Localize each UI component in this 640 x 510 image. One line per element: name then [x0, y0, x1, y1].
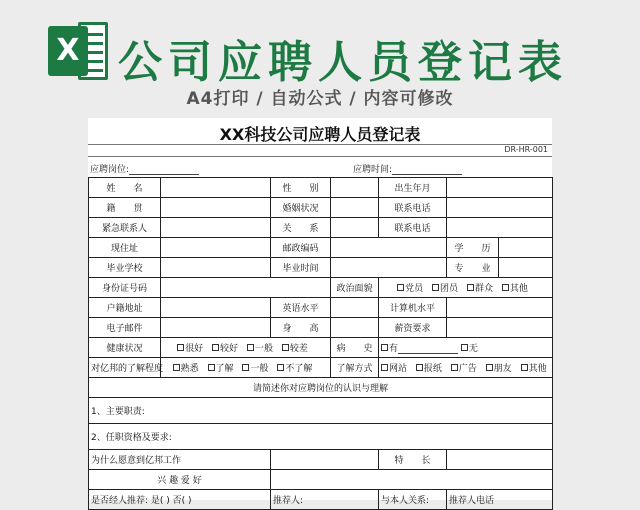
gender-label: 性 别 [271, 178, 331, 198]
table-row [89, 298, 553, 318]
know-opt-4[interactable]: 不了解 [277, 364, 312, 374]
way-opt-1[interactable]: 网站 [381, 364, 407, 374]
qualify-field[interactable]: 2、任职资格及要求: [89, 424, 553, 450]
checkbox-icon [212, 344, 219, 351]
way-opt-3[interactable]: 广告 [451, 364, 477, 374]
hobby-input[interactable] [271, 470, 553, 490]
table-row [89, 218, 553, 238]
salary-label: 薪资要求 [379, 318, 447, 338]
checkbox-icon [282, 344, 289, 351]
emergency-input[interactable] [161, 218, 271, 238]
table-row [89, 278, 553, 298]
health-opt-4[interactable]: 较差 [282, 344, 308, 354]
way-options [379, 358, 553, 378]
height-label: 身 高 [271, 318, 331, 338]
know-options [161, 358, 331, 378]
name-label: 姓 名 [89, 178, 161, 198]
checkbox-icon [397, 284, 404, 291]
checkbox-icon [502, 284, 509, 291]
postcode-input[interactable] [331, 238, 447, 258]
referral-field[interactable]: 是否经人推荐: 是( ) 否( ) [89, 490, 271, 510]
specialty-input[interactable] [447, 450, 553, 470]
health-opt-1[interactable]: 很好 [177, 344, 203, 354]
school-label: 毕业学校 [89, 258, 161, 278]
hobby-label: 兴 趣 爱 好 [89, 470, 271, 490]
checkbox-icon [173, 364, 180, 371]
know-opt-3[interactable]: 一般 [242, 364, 268, 374]
checkbox-icon [247, 344, 254, 351]
know-label: 对亿邦的了解程度 [89, 358, 161, 378]
birth-label: 出生年月 [379, 178, 447, 198]
health-opt-3[interactable]: 一般 [247, 344, 273, 354]
checkbox-icon [486, 364, 493, 371]
know-opt-1[interactable]: 熟悉 [173, 364, 199, 374]
know-opt-2[interactable]: 了解 [208, 364, 234, 374]
salary-input[interactable] [447, 318, 553, 338]
checkbox-icon [451, 364, 458, 371]
phone-label: 联系电话 [379, 198, 447, 218]
education-label: 学 历 [447, 238, 499, 258]
divider [88, 144, 552, 145]
school-input[interactable] [161, 258, 271, 278]
table-row [89, 450, 553, 470]
political-opt-party[interactable]: 党员 [397, 284, 423, 294]
form-code: DR-HR-001 [504, 145, 548, 154]
banner-title: 公司应聘人员登记表 [118, 37, 568, 88]
postcode-label: 邮政编码 [271, 238, 331, 258]
gender-input[interactable] [331, 178, 379, 198]
email-input[interactable] [161, 318, 271, 338]
form-title: XX科技公司应聘人员登记表 [219, 125, 421, 144]
birth-input[interactable] [447, 178, 553, 198]
phone2-input[interactable] [447, 218, 553, 238]
checkbox-icon [381, 364, 388, 371]
computer-input[interactable] [447, 298, 553, 318]
way-opt-2[interactable]: 报纸 [416, 364, 442, 374]
form-paper [88, 118, 552, 506]
political-opt-other[interactable]: 其他 [502, 284, 528, 294]
logo-letter: X [48, 26, 88, 76]
health-opt-2[interactable]: 较好 [212, 344, 238, 354]
relation-label: 关 系 [271, 218, 331, 238]
relation-input[interactable] [331, 218, 379, 238]
checkbox-icon [381, 344, 388, 351]
major-label: 专 业 [447, 258, 499, 278]
table-row [89, 424, 553, 450]
table-row [89, 358, 553, 378]
address-label: 现住址 [89, 238, 161, 258]
hukou-input[interactable] [161, 298, 271, 318]
email-label: 电子邮件 [89, 318, 161, 338]
address-input[interactable] [161, 238, 271, 258]
way-opt-5[interactable]: 其他 [521, 364, 547, 374]
education-input[interactable] [499, 238, 553, 258]
marital-label: 婚姻状况 [271, 198, 331, 218]
name-input[interactable] [161, 178, 271, 198]
major-input[interactable] [499, 258, 553, 278]
phone-input[interactable] [447, 198, 553, 218]
checkbox-icon [467, 284, 474, 291]
illness-opt-no[interactable]: 无 [461, 344, 478, 354]
table-row [89, 318, 553, 338]
banner-subtitle: A4打印 / 自动公式 / 内容可修改 [186, 89, 454, 109]
table-row [89, 470, 553, 490]
political-options [379, 278, 553, 298]
referrer-phone-field[interactable]: 推荐人电话 [447, 490, 553, 510]
registration-table [88, 177, 553, 510]
table-row [89, 198, 553, 218]
table-row [89, 398, 553, 424]
id-input[interactable] [161, 278, 331, 298]
table-row [89, 238, 553, 258]
checkbox-icon [242, 364, 249, 371]
specialty-label: 特 长 [379, 450, 447, 470]
illness-opt-yes[interactable]: 有 [381, 344, 398, 354]
illness-options [379, 338, 553, 358]
political-opt-masses[interactable]: 群众 [467, 284, 493, 294]
computer-label: 计算机水平 [379, 298, 447, 318]
checkbox-icon [416, 364, 423, 371]
section-heading: 请简述你对应聘岗位的认识与理解 [89, 378, 553, 398]
checkbox-icon [461, 344, 468, 351]
political-label: 政治面貌 [331, 278, 379, 298]
referrer-field[interactable]: 推荐人: [271, 490, 379, 510]
checkbox-icon [208, 364, 215, 371]
id-label: 身份证号码 [89, 278, 161, 298]
why-label: 为什么愿意到亿邦工作 [89, 450, 271, 470]
grad-time-label: 毕业时间 [271, 258, 331, 278]
health-label: 健康状况 [89, 338, 161, 358]
health-options [161, 338, 331, 358]
position-field[interactable] [90, 162, 199, 175]
table-row [89, 258, 553, 278]
table-row [89, 178, 553, 198]
divider [88, 156, 552, 157]
know-way-label: 了解方式 [331, 358, 379, 378]
way-opt-4[interactable]: 朋友 [486, 364, 512, 374]
table-row [89, 378, 553, 398]
time-label: 应聘时间: [353, 165, 393, 175]
referrer-relation-field[interactable]: 与本人关系: [379, 490, 447, 510]
native-input[interactable] [161, 198, 271, 218]
checkbox-icon [177, 344, 184, 351]
height-input[interactable] [331, 318, 379, 338]
duty-field[interactable]: 1、主要职责: [89, 398, 553, 424]
checkbox-icon [277, 364, 284, 371]
marital-input[interactable] [331, 198, 379, 218]
checkbox-icon [432, 284, 439, 291]
english-input[interactable] [331, 298, 379, 318]
emergency-label: 紧急联系人 [89, 218, 161, 238]
excel-logo-icon [48, 22, 112, 80]
native-label: 籍 贯 [89, 198, 161, 218]
position-label: 应聘岗位: [90, 165, 130, 175]
why-input[interactable] [271, 450, 379, 470]
english-label: 英语水平 [271, 298, 331, 318]
table-row [89, 338, 553, 358]
checkbox-icon [521, 364, 528, 371]
hukou-label: 户籍地址 [89, 298, 161, 318]
phone2-label: 联系电话 [379, 218, 447, 238]
banner [0, 0, 640, 116]
table-row [89, 490, 553, 510]
illness-label: 病 史 [331, 338, 379, 358]
political-opt-league[interactable]: 团员 [432, 284, 458, 294]
time-field[interactable] [353, 162, 462, 175]
grad-time-input[interactable] [331, 258, 447, 278]
